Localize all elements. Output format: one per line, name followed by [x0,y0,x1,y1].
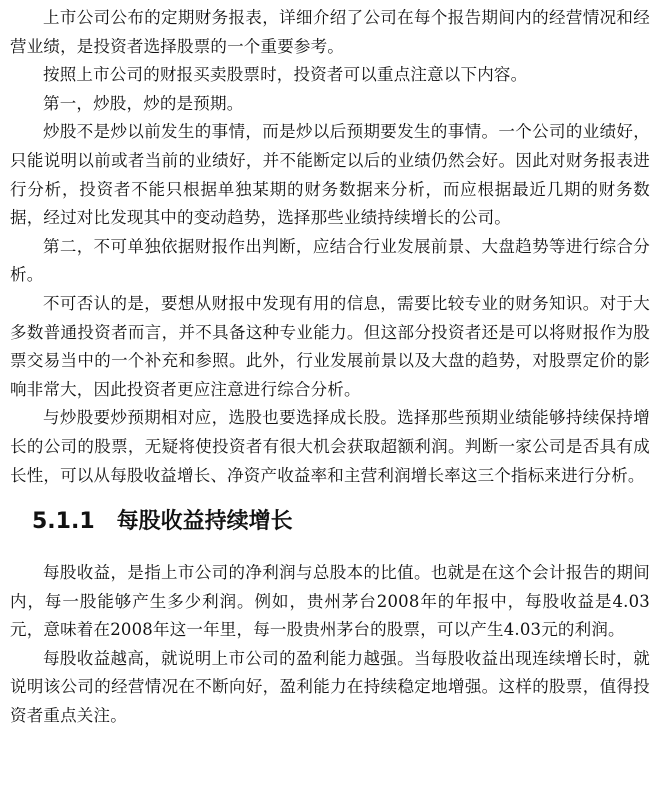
paragraph-point-one-detail: 炒股不是炒以前发生的事情，而是炒以后预期要发生的事情。一个公司的业绩好，只能说明以前或者当前的业绩好，并不能断定以后的业绩仍然会好。因此对财务报表进行分析，投资者不能只根据单独某期的财务数据来分析，而应根据最近几期的财务数据，经过对比发现其中的变动趋势，选择那些业绩持续增长的公司。 [10,122,650,228]
paragraph-point-two: 第二，不可单独依据财报作出判断，应结合行业发展前景、大盘趋势等进行综合分析。 [10,236,650,285]
paragraph-growth-stocks: 与炒股要炒预期相对应，选股也要选择成长股。选择那些预期业绩能够持续保持增长的公司的股票，无疑将使投资者有很大机会获取超额利润。判断一家公司是否具有成长性，可以从每股收益增长、净资产收益率和主营利润增长率这三个指标来进行分析。 [10,408,650,485]
paragraph-point-one: 第一，炒股，炒的是预期。 [43,93,244,113]
section-number: 5.1.1 [32,509,95,535]
paragraph-tips-lead: 按照上市公司的财报买卖股票时，投资者可以重点注意以下内容。 [43,65,528,85]
section-title: 每股收益持续增长 [116,509,293,535]
paragraph-eps-growth: 每股收益越高，就说明上市公司的盈利能力越强。当每股收益出现连续增长时，就说明该公司的经营情况在不断向好，盈利能力在持续稳定地增强。这样的股票，值得投资者重点关注。 [10,648,650,726]
paragraph-eps-definition: 每股收益，是指上市公司的净利润与总股本的比值。也就是在这个会计报告的期间内，每一股能够产生多少利润。例如，贵州茅台2008年的年报中，每股收益是4.03元，意味着在2008年这一年里，每一股贵州茅台的股票，可以产生4.03元的利润。 [10,563,650,640]
paragraph-intro: 上市公司公布的定期财务报表，详细介绍了公司在每个报告期间内的经营情况和经营业绩，是投资者选择股票的一个重要参考。 [10,8,650,56]
paragraph-point-two-detail: 不可否认的是，要想从财报中发现有用的信息，需要比较专业的财务知识。对于大多数普通投资者而言，并不具备这种专业能力。但这部分投资者还是可以将财报作为股票交易当中的一个补充和参照。此外，行业发展前景以及大盘的趋势，对股票定价的影响非常大，因此投资者更应注意进行综合分析。 [10,293,650,399]
section-heading [32,507,650,537]
